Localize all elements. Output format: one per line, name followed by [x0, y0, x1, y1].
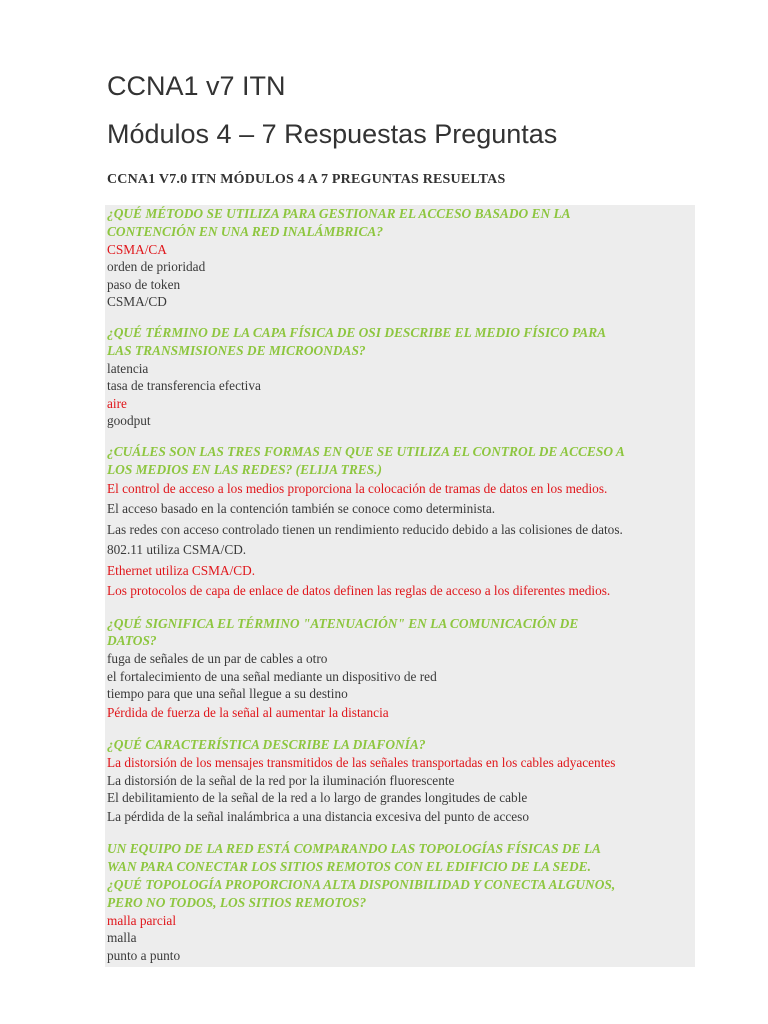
question-block — [107, 615, 693, 724]
question-text — [107, 443, 693, 479]
question-block — [107, 736, 693, 827]
question-block — [107, 205, 693, 311]
answer-option: La distorsión de la señal de la red por la iluminación fluorescente — [107, 772, 455, 788]
question-line: ¿QUÉ SIGNIFICA EL TÉRMINO "ATENUACIÓN" EN LA COMUNICACIÓN DE — [107, 615, 579, 631]
answer-option: punto a punto — [107, 947, 181, 963]
answer-option: 802.11 utiliza CSMA/CD. — [107, 542, 247, 558]
question-line: ¿QUÉ TOPOLOGÍA PROPORCIONA ALTA DISPONIBILIDAD Y CONECTA ALGUNOS, — [107, 877, 616, 893]
answer-option: La pérdida de la señal inalámbrica a una distancia excesiva del punto de acceso — [107, 808, 529, 824]
answer-option: El debilitamiento de la señal de la red a lo largo de grandes longitudes de cable — [107, 790, 528, 806]
answer-option: El acceso basado en la contención también se conoce como determinista. — [107, 501, 496, 517]
question-line: ¿CUÁLES SON LAS TRES FORMAS EN QUE SE UTILIZA EL CONTROL DE ACCESO A — [107, 443, 625, 459]
answer-option: orden de prioridad — [107, 259, 206, 275]
question-text — [107, 736, 693, 754]
answer-option-correct: El control de acceso a los medios proporciona la colocación de tramas de datos en los medios. — [107, 480, 608, 496]
question-line: WAN PARA CONECTAR LOS SITIOS REMOTOS CON EL EDIFICIO DE LA SEDE. — [107, 859, 591, 875]
question-text — [107, 840, 693, 911]
answer-option-correct: malla parcial — [107, 912, 177, 928]
question-block — [107, 840, 693, 964]
answer-option: fuga de señales de un par de cables a otro — [107, 651, 328, 667]
answer-option: tiempo para que una señal llegue a su destino — [107, 686, 348, 702]
question-text — [107, 205, 693, 241]
page-title-secondary: Módulos 4 – 7 Respuestas Preguntas — [107, 119, 558, 149]
answer-option: el fortalecimiento de una señal mediante un dispositivo de red — [107, 668, 437, 684]
question-block — [107, 443, 693, 602]
answer-option-correct: La distorsión de los mensajes transmitidos de las señales transportadas en los cables adyacentes — [107, 755, 616, 771]
question-line: DATOS? — [107, 633, 157, 649]
question-line: CONTENCIÓN EN UNA RED INALÁMBRICA? — [107, 223, 384, 239]
section-heading: CCNA1 V7.0 ITN MÓDULOS 4 A 7 PREGUNTAS RESUELTAS — [107, 172, 506, 187]
question-line: ¿QUÉ TÉRMINO DE LA CAPA FÍSICA DE OSI DESCRIBE EL MEDIO FÍSICO PARA — [107, 324, 607, 340]
answer-option: CSMA/CD — [107, 294, 167, 310]
answer-option: malla — [107, 930, 137, 946]
answer-option: goodput — [107, 413, 151, 429]
question-line: LAS TRANSMISIONES DE MICROONDAS? — [107, 342, 366, 358]
question-text — [107, 615, 693, 651]
question-line: ¿QUÉ MÉTODO SE UTILIZA PARA GESTIONAR EL ACCESO BASADO EN LA — [107, 206, 571, 221]
question-line: ¿QUÉ CARACTERÍSTICA DESCRIBE LA DIAFONÍA? — [107, 737, 426, 753]
question-line: UN EQUIPO DE LA RED ESTÁ COMPARANDO LAS TOPOLOGÍAS FÍSICAS DE LA — [107, 841, 601, 857]
question-line: LOS MEDIOS EN LAS REDES? (ELIJA TRES.) — [107, 461, 382, 477]
answer-option: tasa de transferencia efectiva — [107, 378, 261, 394]
question-line: PERO NO TODOS, LOS SITIOS REMOTOS? — [107, 894, 367, 910]
answer-option: paso de token — [107, 276, 181, 292]
question-text — [107, 324, 693, 360]
answer-option: Las redes con acceso controlado tienen un rendimiento reducido debido a las colisiones de datos. — [107, 521, 623, 537]
answer-option-correct: Pérdida de fuerza de la señal al aumentar la distancia — [107, 704, 389, 720]
answer-option-correct: CSMA/CA — [107, 241, 167, 257]
questions-panel — [105, 205, 695, 967]
answer-option-correct: Los protocolos de capa de enlace de datos definen las reglas de acceso a los diferentes medios. — [107, 583, 611, 599]
page-title: CCNA1 v7 ITN — [107, 71, 286, 101]
question-block — [107, 324, 693, 430]
answer-option-correct: Ethernet utiliza CSMA/CD. — [107, 562, 256, 578]
answer-option-correct: aire — [107, 395, 127, 411]
answer-option: latencia — [107, 360, 149, 376]
